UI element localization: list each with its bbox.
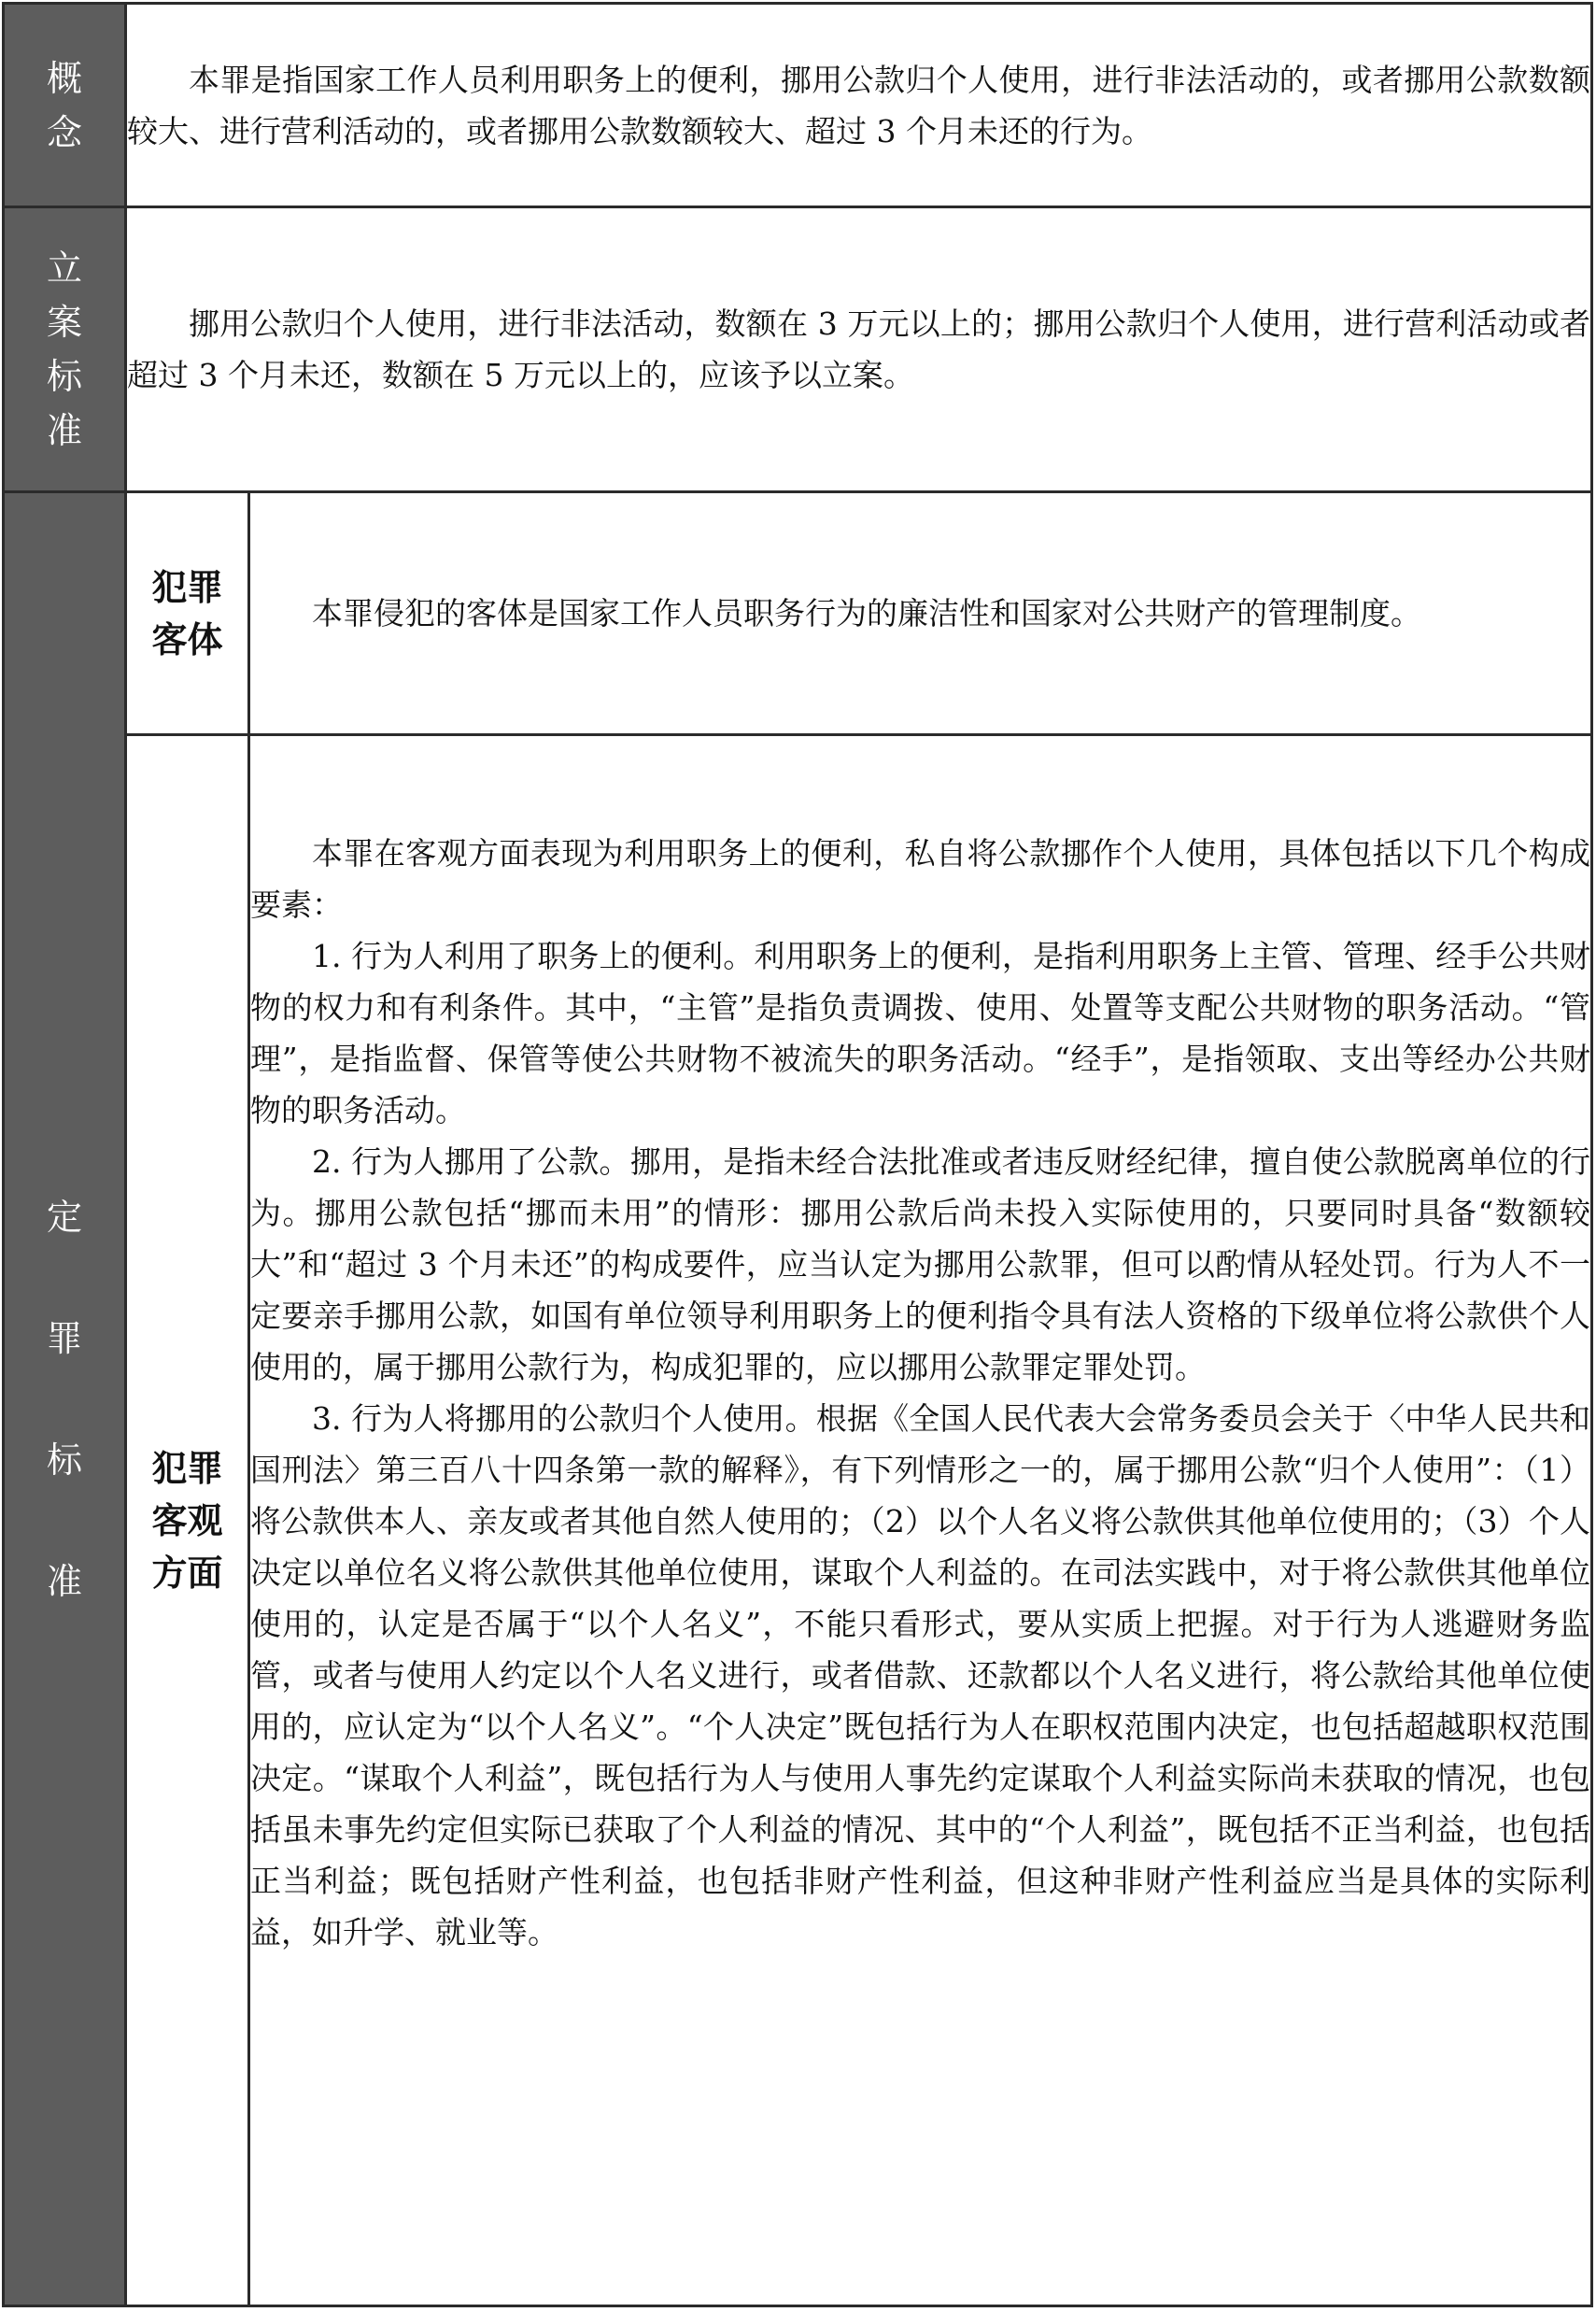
crime-object-label: 犯罪客体 [151,566,223,660]
filing-text-cell [126,207,1592,492]
concept-text-cell [126,4,1592,207]
crime-object-text-cell [249,492,1592,735]
objective-paragraph: 3. 行为人将挪用的公款归个人使用。根据《全国人民代表大会常务委员会关于〈中华人民共和国刑法〉第三百八十四条第一款的解释》，有下列情形之一的，属于挪用公款“归个人使用”：（1）将公款供本人、亲友或者其他自然人使用的；（2）以个人名义将公款供其他单位使用的；（3）个人决定以单位名义将公款供其他单位使用，谋取个人利益的。在司法实践中，对于将公款供其他单位使用的，认定是否属于“以个人名义”，不能只看形式，要从实质上把握。对于行为人逃避财务监管，或者与使用人约定以个人名义进行，或者借款、还款都以个人名义进行，将公款给其他单位使用的，应认定为“以个人名义”。“个人决定”既包括行为人在职权范围内决定，也包括超越职权范围决定。“谋取个人利益”，既包括行为人与使用人事先约定谋取个人利益实际尚未获取的情况，也包括虽未事先约定但实际已获取了个人利益的情况、其中的“个人利益”，既包括不正当利益，也包括正当利益；既包括财产性利益，也包括非财产性利益，但这种非财产性利益应当是具体的实际利益，如升学、就业等。 [250,1400,1590,1950]
objective-paragraph: 本罪在客观方面表现为利用职务上的便利，私自将公款挪作个人使用，具体包括以下几个构成要素： [250,835,1590,923]
crime-object-row [4,492,1592,735]
crime-objective-row [4,735,1592,2306]
concept-text: 本罪是指国家工作人员利用职务上的便利，挪用公款归个人使用，进行非法活动的，或者挪用公款数额较大、进行营利活动的，或者挪用公款数额较大、超过 3 个月未还的行为。 [127,61,1590,149]
crime-object-text: 本罪侵犯的客体是国家工作人员职务行为的廉洁性和国家对公共财产的管理制度。 [312,595,1421,631]
conviction-label-cell [4,492,126,2306]
filing-text: 挪用公款归个人使用，进行非法活动，数额在 3 万元以上的；挪用公款归个人使用，进行营利活动或者超过 3 个月未还，数额在 5 万元以上的，应该予以立案。 [127,305,1590,393]
objective-paragraph: 1. 行为人利用了职务上的便利。利用职务上的便利，是指利用职务上主管、管理、经手公共财物的权力和有利条件。其中，“主管”是指负责调拨、使用、处置等支配公共财物的职务活动。“管理”，是指监督、保管等使公共财物不被流失的职务活动。“经手”，是指领取、支出等经办公共财物的职务活动。 [250,938,1590,1128]
conviction-label: 定罪标准 [46,1196,82,1602]
filing-label: 立案标准 [46,248,82,451]
concept-label: 概念 [46,57,82,153]
concept-label-cell [4,4,126,207]
crime-objective-label: 犯罪客观方面 [151,1447,223,1594]
objective-paragraph: 2. 行为人挪用了公款。挪用，是指未经合法批准或者违反财经纪律，擅自使公款脱离单位的行为。挪用公款包括“挪而未用”的情形：挪用公款后尚未投入实际使用的，只要同时具备“数额较大”和“超过 3 个月未还”的构成要件，应当认定为挪用公款罪，但可以酌情从轻处罚。行为人不一定要亲手挪用公款，如国有单位领导利用职务上的便利指令具有法人资格的下级单位将公款供个人使用的，属于挪用公款行为，构成犯罪的，应以挪用公款罪定罪处罚。 [250,1143,1590,1385]
filing-standard-row [4,207,1592,492]
crime-objective-label-cell [126,735,249,2306]
crime-object-label-cell [126,492,249,735]
filing-label-cell [4,207,126,492]
crime-definition-table [2,2,1593,2307]
crime-objective-text-cell [249,735,1592,2306]
concept-row [4,4,1592,207]
